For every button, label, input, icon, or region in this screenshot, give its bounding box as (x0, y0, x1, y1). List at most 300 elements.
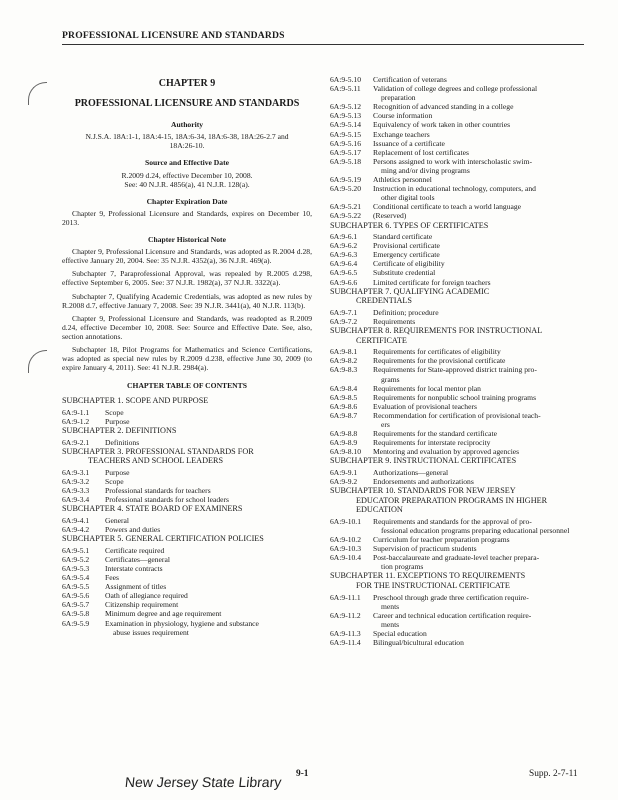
toc-entry (62, 486, 312, 495)
section-title-wrap: ers (381, 419, 390, 429)
section-number: 6A:9-6.4 (330, 259, 358, 269)
section-title-text: Conditional certificate to teach a world language (373, 202, 522, 212)
section-title-text: Persons assigned to work with interscholastic swim- (373, 156, 533, 166)
subchapter-heading (330, 326, 584, 345)
section-title (373, 139, 584, 148)
section-number: 6A:9-6.2 (330, 241, 358, 251)
toc-entry (62, 516, 312, 525)
section-title (105, 609, 312, 618)
stamp: New Jersey State Library (124, 774, 283, 790)
section-title-text: Requirements for the standard certificate (373, 429, 497, 439)
section-title-text: Limited certificate for foreign teachers (373, 277, 491, 287)
section-title (105, 525, 312, 534)
section-title-text: Interstate contracts (105, 563, 163, 573)
toc-subchapter (62, 396, 312, 426)
section-number: 6A:9-8.8 (330, 429, 358, 439)
section-title (373, 120, 584, 129)
toc-entry (62, 619, 312, 637)
subchapter-title-cont: EDUCATOR PREPARATION PROGRAMS IN HIGHER EDUCATION (356, 495, 548, 515)
toc-entry (330, 411, 584, 429)
section-title (373, 356, 584, 365)
source-line: See: 40 N.J.R. 4856(a), 41 N.J.R. 128(a). (124, 179, 250, 189)
section-title (373, 184, 584, 202)
section-title-text: Replacement of lost certificates (373, 147, 469, 157)
toc-subchapter (330, 221, 584, 287)
section-title-text: Equivalency of work taken in other countries (373, 120, 511, 130)
section-title-text: Requirements and standards for the approval of pro- (373, 516, 532, 526)
section-title-wrap: preparation (381, 93, 416, 103)
toc-entry (330, 120, 584, 129)
toc-entry (330, 544, 584, 553)
expiration-text: Chapter 9, Professional Licensure and Standards, expires on December 10, 2013. (62, 208, 312, 227)
history-paragraph: Chapter 9, Professional Licensure and Standards, was adopted as R.2004 d.28, effective January 20, 2004. See: 35 N.J.R. 4352(a), 36 N.J.R. 469(a). (62, 247, 312, 266)
section-title-text: Special education (373, 629, 427, 639)
toc-subchapter (330, 287, 584, 326)
toc-entry (330, 175, 584, 184)
section-number: 6A:9-6.6 (330, 277, 358, 287)
section-title (373, 411, 584, 429)
section-title-text: Professional standards for teachers (105, 486, 211, 496)
toc-entry (330, 75, 584, 84)
section-title-text: Fees (105, 573, 119, 583)
section-title-text: Requirements for certificates of eligibility (373, 347, 501, 357)
section-number: 6A:9-8.7 (330, 410, 358, 420)
section-number: 6A:9-6.5 (330, 268, 358, 278)
section-title (373, 84, 584, 102)
toc-entry (330, 102, 584, 111)
subchapter-title-cont: FOR THE INSTRUCTIONAL CERTIFICATE (356, 581, 510, 591)
section-title-text: Requirements for local mentor plan (373, 383, 481, 393)
section-title-text: Assignment of titles (105, 582, 167, 592)
section-title (373, 393, 584, 402)
section-number: 6A:9-3.1 (62, 468, 90, 477)
section-title-text: Certificate of eligibility (373, 259, 445, 269)
section-number: 6A:9-2.1 (62, 437, 90, 447)
section-number: 6A:9-8.5 (330, 392, 358, 402)
section-title (373, 148, 584, 157)
toc-entry (62, 495, 312, 504)
toc-entry (330, 365, 584, 383)
section-number: 6A:9-11.1 (330, 592, 361, 602)
section-title-text: Career and technical education certification require- (373, 610, 532, 620)
section-number: 6A:9-10.1 (330, 516, 362, 526)
section-title (373, 259, 584, 268)
section-title-text: Supervision of practicum students (373, 544, 477, 554)
subchapter-heading (62, 447, 312, 466)
toc-entry (330, 317, 584, 326)
section-title (105, 582, 312, 591)
section-title-text: General (105, 515, 130, 525)
section-number: 6A:9-8.3 (330, 365, 358, 375)
toc-entry (62, 438, 312, 447)
subchapter-title: SUBCHAPTER 3. PROFESSIONAL STANDARDS FOR (62, 446, 254, 456)
section-number: 6A:9-5.7 (62, 600, 90, 610)
section-title-wrap: grams (381, 374, 400, 384)
section-title (373, 130, 584, 139)
section-title (373, 268, 584, 277)
section-number: 6A:9-5.19 (330, 175, 362, 185)
section-number: 6A:9-6.1 (330, 232, 358, 242)
section-title-text: Authorizations—general (373, 467, 449, 477)
section-title-wrap: abuse issues requirement (113, 627, 189, 637)
subchapter-title: SUBCHAPTER 1. SCOPE AND PURPOSE (62, 396, 209, 406)
toc-subchapter (62, 534, 312, 637)
section-title (105, 516, 312, 525)
left-column (62, 75, 312, 637)
section-title-text: Course information (373, 111, 433, 121)
section-title-text: Certificates—general (105, 554, 170, 564)
history-paragraph: Subchapter 18, Pilot Programs for Mathematics and Science Certifications, was adopted as special new rules by R.2009 d.238, effective June 30, 2009 (to expire January 4, 2011). See: 41 N.J.R. 2984(a). (62, 344, 312, 373)
toc-entry (330, 593, 584, 611)
section-title (105, 600, 312, 609)
section-number: 6A:9-5.15 (330, 129, 362, 139)
section-title-text: Athletics personnel (373, 175, 432, 185)
toc-entry (330, 157, 584, 175)
section-title-text: Issuance of a certificate (373, 138, 445, 148)
toc-entry (330, 611, 584, 629)
subchapter-title-cont: TEACHERS AND SCHOOL LEADERS (88, 456, 224, 466)
section-number: 6A:9-3.4 (62, 495, 90, 505)
toc-entry (330, 184, 584, 202)
toc-entry (330, 84, 584, 102)
section-number: 6A:9-9.1 (330, 467, 358, 477)
section-title (373, 241, 584, 250)
section-number: 6A:9-4.1 (62, 515, 90, 525)
section-title (373, 102, 584, 111)
section-title-text: Curriculum for teacher preparation programs (373, 535, 510, 545)
section-title-text: Requirements for nonpublic school training programs (373, 392, 537, 402)
section-title (105, 408, 312, 417)
chapter-title: PROFESSIONAL LICENSURE AND STANDARDS (74, 98, 300, 110)
section-title-text: Emergency certificate (373, 250, 440, 260)
source-heading: Source and Effective Date (144, 158, 229, 168)
section-title-text: Instruction in educational technology, computers, and (373, 184, 536, 194)
toc-entry (330, 211, 584, 220)
section-title-text: Minimum degree and age requirement (105, 609, 222, 619)
section-title-wrap: fessional education programs preparing educational personnel (381, 526, 570, 535)
toc-entry (330, 477, 584, 486)
toc-entry (330, 139, 584, 148)
section-title-text: Requirements for the provisional certificate (373, 356, 506, 366)
subchapter-heading (330, 486, 584, 515)
section-title-text: Scope (105, 407, 124, 417)
toc-entry (330, 148, 584, 157)
subchapter-heading (330, 221, 584, 231)
section-title-wrap: other digital tools (381, 193, 435, 203)
toc-entry (62, 525, 312, 534)
section-title-text: Recommendation for certification of provisional teach- (373, 410, 541, 420)
subchapter-title: SUBCHAPTER 6. TYPES OF CERTIFICATES (330, 220, 489, 230)
section-title (373, 278, 584, 287)
section-title-wrap: ments (381, 601, 400, 611)
toc-entry (62, 546, 312, 555)
section-title-text: Purpose (105, 468, 130, 477)
source-line: R.2009 d.24, effective December 10, 2008. (121, 170, 253, 180)
section-title (373, 232, 584, 241)
section-title (373, 211, 584, 220)
section-title (105, 591, 312, 600)
section-title (105, 438, 312, 447)
subchapter-title-cont: CERTIFICATE (356, 335, 407, 345)
toc-entry (330, 308, 584, 317)
section-number: 6A:9-7.2 (330, 316, 358, 326)
section-number: 6A:9-5.21 (330, 202, 362, 212)
section-title-wrap: ments (381, 619, 400, 629)
section-title-text: Endorsements and authorizations (373, 477, 474, 487)
section-title-text: Definitions (105, 437, 140, 447)
subchapter-title: SUBCHAPTER 11. EXCEPTIONS TO REQUIREMENTS (330, 571, 526, 581)
authority-heading: Authority (170, 120, 204, 130)
subchapter-heading (62, 534, 312, 544)
section-number: 6A:9-8.2 (330, 356, 358, 366)
page-number: 9-1 (296, 769, 309, 779)
toc-left (62, 396, 312, 636)
section-title-text: Purpose (105, 417, 130, 427)
subchapter-title: SUBCHAPTER 2. DEFINITIONS (62, 426, 177, 436)
section-title (373, 438, 584, 447)
section-number: 6A:9-5.3 (62, 563, 90, 573)
section-title (373, 638, 584, 647)
section-title-text: Certificate required (105, 545, 165, 555)
section-title (105, 555, 312, 564)
section-title-text: Requirements for interstate reciprocity (373, 438, 491, 448)
section-title-text: Recognition of advanced standing in a college (373, 102, 514, 112)
supplement-date: Supp. 2-7-11 (529, 769, 578, 779)
toc-entry (330, 356, 584, 365)
toc-subchapter (62, 426, 312, 447)
section-title-text: Certification of veterans (373, 75, 447, 84)
section-title-text: (Reserved) (373, 211, 407, 221)
section-title (373, 365, 584, 383)
section-number: 6A:9-1.2 (62, 417, 90, 427)
section-title (373, 175, 584, 184)
toc-entry (330, 241, 584, 250)
section-title-wrap: ming and/or diving programs (381, 165, 470, 175)
section-number: 6A:9-5.22 (330, 211, 362, 221)
section-number: 6A:9-8.10 (330, 447, 362, 457)
section-title (105, 546, 312, 555)
toc-subchapter (330, 486, 584, 571)
section-title (373, 535, 584, 544)
toc-entry (330, 402, 584, 411)
section-title-text: Standard certificate (373, 232, 433, 242)
section-number: 6A:9-1.1 (62, 407, 90, 417)
section-title (373, 447, 584, 456)
section-title (373, 477, 584, 486)
toc-entry (62, 582, 312, 591)
section-title (105, 495, 312, 504)
chapter-label: CHAPTER 9 (158, 78, 216, 89)
section-number: 6A:9-5.2 (62, 554, 90, 564)
running-head: PROFESSIONAL LICENSURE AND STANDARDS (62, 30, 285, 41)
section-title (105, 573, 312, 582)
toc-entry (330, 638, 584, 647)
section-number: 6A:9-8.4 (330, 383, 358, 393)
section-title (373, 347, 584, 356)
section-number: 6A:9-5.16 (330, 138, 362, 148)
section-title (105, 417, 312, 426)
section-number: 6A:9-5.1 (62, 545, 90, 555)
section-number: 6A:9-9.2 (330, 477, 358, 487)
toc-entry (62, 609, 312, 618)
section-title (373, 429, 584, 438)
section-number: 6A:9-11.4 (330, 638, 361, 648)
toc-entry (330, 447, 584, 456)
section-number: 6A:9-5.6 (62, 591, 90, 601)
section-title-text: Mentoring and evaluation by approved agencies (373, 447, 520, 457)
toc-entry (62, 408, 312, 417)
section-number: 6A:9-8.9 (330, 438, 358, 448)
history-paragraphs (62, 247, 312, 372)
toc-entry (330, 202, 584, 211)
toc-entry (330, 429, 584, 438)
subchapter-heading (330, 571, 584, 590)
subchapter-heading (330, 287, 584, 306)
toc-entry (62, 600, 312, 609)
subchapter-heading (62, 396, 312, 406)
toc-entry (62, 417, 312, 426)
section-title-text: Powers and duties (105, 525, 161, 535)
section-title (373, 317, 584, 326)
section-number: 6A:9-5.9 (62, 618, 90, 628)
section-number: 6A:9-5.11 (330, 84, 361, 94)
toc-entry (330, 393, 584, 402)
section-title (373, 544, 584, 553)
binder-hole-mark (28, 350, 47, 373)
toc-entry (62, 468, 312, 477)
subchapter-title: SUBCHAPTER 9. INSTRUCTIONAL CERTIFICATES (330, 456, 517, 466)
toc-entry (330, 384, 584, 393)
toc-entry (330, 130, 584, 139)
section-number: 6A:9-5.17 (330, 147, 362, 157)
section-title-text: Professional standards for school leaders (105, 495, 229, 505)
subchapter-heading (62, 504, 312, 514)
toc-entry (62, 591, 312, 600)
toc-entry (330, 111, 584, 120)
toc-entry (330, 250, 584, 259)
toc-subchapter (62, 447, 312, 505)
section-title (373, 202, 584, 211)
toc-entry (62, 573, 312, 582)
section-title-text: Oath of allegiance required (105, 591, 188, 601)
section-number: 6A:9-10.3 (330, 544, 362, 554)
section-title (105, 564, 312, 573)
subchapter-title: SUBCHAPTER 5. GENERAL CERTIFICATION POLICIES (62, 534, 264, 544)
section-number: 6A:9-6.3 (330, 250, 358, 260)
section-title-text: Requirements (373, 316, 416, 326)
section-title (373, 593, 584, 611)
section-number: 6A:9-5.8 (62, 609, 90, 619)
history-heading: Chapter Historical Note (148, 235, 226, 245)
section-number: 6A:9-10.2 (330, 535, 362, 545)
toc-entry (330, 232, 584, 241)
section-number: 6A:9-5.4 (62, 573, 90, 583)
toc-subchapter (330, 326, 584, 456)
toc-heading: CHAPTER TABLE OF CONTENTS (127, 381, 247, 391)
toc-entry (62, 555, 312, 564)
section-number: 6A:9-5.10 (330, 75, 362, 84)
section-number: 6A:9-5.14 (330, 120, 362, 130)
section-number: 6A:9-11.3 (330, 629, 361, 639)
section-title-text: Examination in physiology, hygiene and substance (105, 618, 259, 628)
right-column (330, 75, 584, 647)
expiration-heading: Chapter Expiration Date (146, 196, 228, 206)
toc-entry (330, 629, 584, 638)
section-number: 6A:9-7.1 (330, 307, 358, 317)
section-title (373, 308, 584, 317)
section-number: 6A:9-10.4 (330, 553, 362, 563)
toc-subchapter (330, 75, 584, 221)
section-title (105, 468, 312, 477)
subchapter-title-cont: CREDENTIALS (356, 296, 412, 306)
section-title (373, 517, 584, 535)
toc-right (330, 75, 584, 647)
subchapter-heading (62, 426, 312, 436)
section-number: 6A:9-5.5 (62, 582, 90, 592)
subchapter-heading (330, 456, 584, 466)
toc-subchapter (330, 456, 584, 486)
section-title-wrap: tion programs (381, 562, 424, 572)
toc-subchapter (330, 571, 584, 647)
toc-entry (330, 517, 584, 535)
section-title (373, 250, 584, 259)
header-rule (62, 44, 584, 45)
section-number: 6A:9-5.12 (330, 102, 362, 112)
section-title (373, 75, 584, 84)
section-title (373, 157, 584, 175)
toc-entry (330, 259, 584, 268)
section-title-text: Evaluation of provisional teachers (373, 401, 477, 411)
section-title-text: Substitute credential (373, 268, 436, 278)
section-number: 6A:9-5.20 (330, 184, 362, 194)
section-number: 6A:9-5.18 (330, 156, 362, 166)
section-title (373, 611, 584, 629)
section-number: 6A:9-11.2 (330, 610, 361, 620)
section-title-text: Bilingual/bicultural education (373, 638, 464, 648)
section-number: 6A:9-3.3 (62, 486, 90, 496)
section-title (373, 629, 584, 638)
section-number: 6A:9-3.2 (62, 477, 90, 487)
section-title (373, 402, 584, 411)
toc-entry (330, 347, 584, 356)
subchapter-title: SUBCHAPTER 7. QUALIFYING ACADEMIC (330, 286, 490, 296)
subchapter-title: SUBCHAPTER 8. REQUIREMENTS FOR INSTRUCTIONAL (330, 326, 543, 336)
section-title-text: Requirements for State-approved district training pro- (373, 365, 537, 375)
toc-entry (330, 268, 584, 277)
authority-text: N.J.S.A. 18A:1-1, 18A:4-15, 18A:6-34, 18A:6-38, 18A:26-2.7 and 18A:26-10. (85, 132, 289, 151)
section-title-text: Validation of college degrees and college professional (373, 84, 538, 94)
toc-entry (62, 564, 312, 573)
section-number: 6A:9-8.6 (330, 401, 358, 411)
history-paragraph: Subchapter 7, Qualifying Academic Credentials, was adopted as new rules by R.2008 d.7, effective January 7, 2008. See: 39 N.J.R. 3441(a), 40 N.J.R. 113(b). (62, 291, 312, 310)
section-title (105, 619, 312, 637)
toc-entry (330, 553, 584, 571)
section-title-text: Preschool through grade three certification require- (373, 592, 529, 602)
section-title (373, 384, 584, 393)
section-number: 6A:9-5.13 (330, 111, 362, 121)
toc-entry (330, 278, 584, 287)
section-title (105, 486, 312, 495)
toc-entry (330, 468, 584, 477)
section-number: 6A:9-4.2 (62, 525, 90, 535)
section-title-text: Provisional certificate (373, 241, 440, 251)
section-title (373, 468, 584, 477)
section-number: 6A:9-8.1 (330, 347, 358, 357)
section-title (373, 553, 584, 571)
subchapter-title: SUBCHAPTER 10. STANDARDS FOR NEW JERSEY (330, 486, 516, 496)
section-title-text: Definition; procedure (373, 307, 439, 317)
toc-subchapter (62, 504, 312, 534)
